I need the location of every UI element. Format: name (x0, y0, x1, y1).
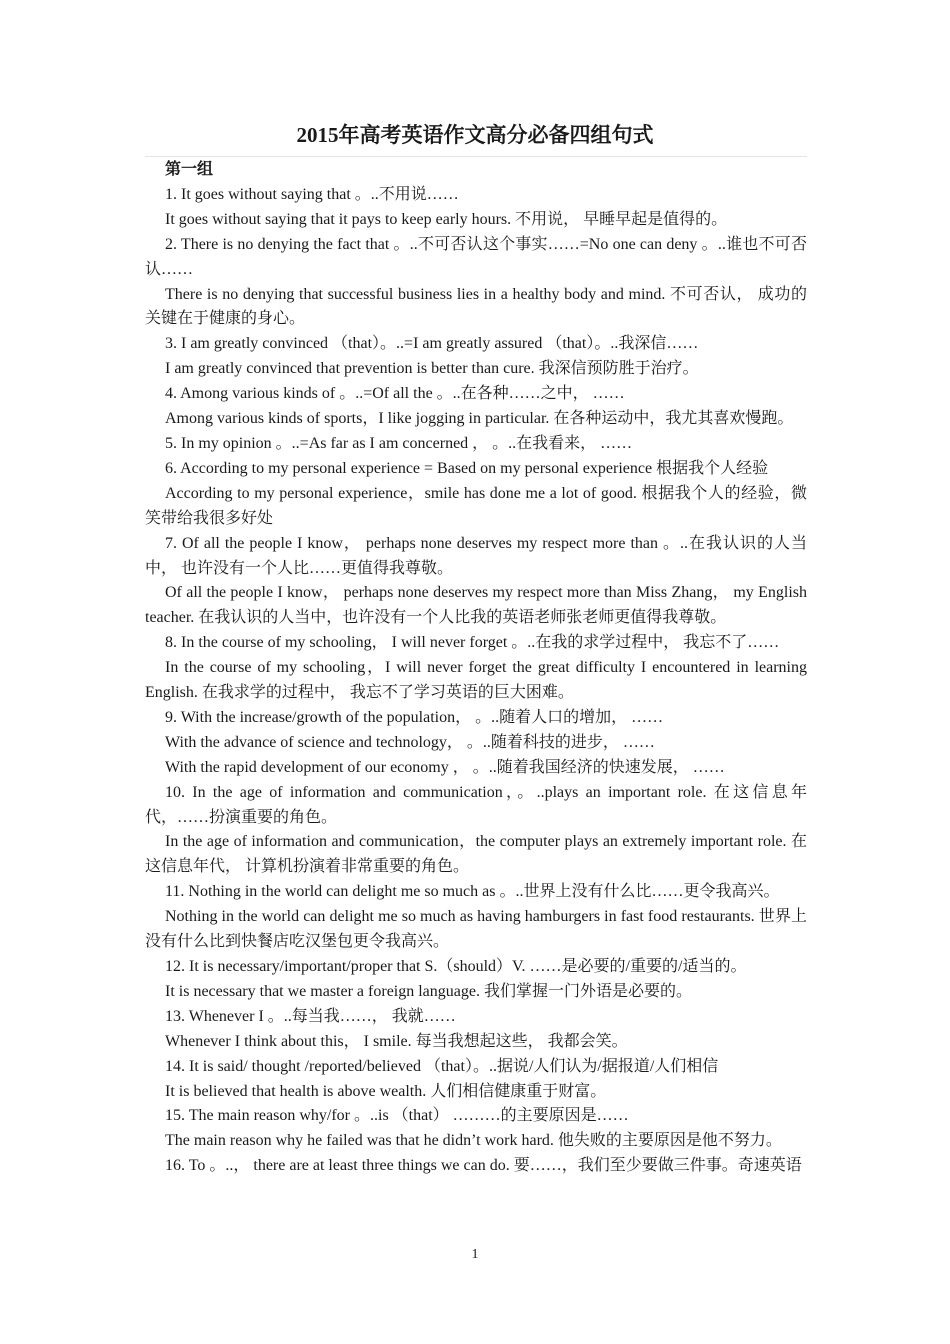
sentence-pattern: 10. In the age of information and communication，。..plays an important role. 在这信息年代，……扮演重要的角色。 (145, 783, 807, 826)
document-title: 2015年高考英语作文高分必备四组句式 (296, 123, 654, 147)
sentence-pattern: 7. Of all the people I know， perhaps none deserves my respect more than 。..在我认识的人当中， 也许没有一个人比……更值得我尊敬。 (145, 534, 807, 577)
section-heading: 第一组 (165, 161, 214, 178)
example-sentence: In the course of my schooling，I will never forget the great difficulty I encountered in learning English. 在我求学的过程中， 我忘不了学习英语的巨大困难。 (145, 659, 807, 702)
example-sentence: There is no denying that successful business lies in a healthy body and mind. 不可否认， 成功的关键在于健康的身心。 (145, 285, 807, 328)
document-body (145, 158, 807, 1179)
sentence-pattern: 9. With the increase/growth of the population， 。..随着人口的增加， …… (165, 708, 664, 726)
example-sentence: It goes without saying that it pays to keep early hours. 不用说， 早睡早起是值得的。 (165, 210, 728, 228)
example-sentence: Nothing in the world can delight me so much as having hamburgers in fast food restaurants. 世界上没有什么比到快餐店吃汉堡包更令我高兴。 (145, 908, 807, 951)
example-sentence: It is necessary that we master a foreign language. 我们掌握一门外语是必要的。 (165, 982, 692, 1000)
example-sentence: Of all the people I know， perhaps none deserves my respect more than Miss Zhang， my English teacher. 在我认识的人当中，也许没有一个人比我的英语老师张老师更值得我尊敬。 (145, 584, 808, 627)
sentence-pattern: 5. In my opinion 。..=As far as I am concerned ， 。..在我看来， …… (165, 434, 633, 452)
sentence-pattern: 12. It is necessary/important/proper that S.（should）V. ……是必要的/重要的/适当的。 (165, 958, 747, 975)
sentence-pattern: 14. It is said/ thought /reported/believed （that）。..据说/人们认为/据报道/人们相信 (165, 1057, 719, 1075)
sentence-pattern: 4. Among various kinds of 。..=Of all the 。..在各种……之中， …… (165, 385, 625, 403)
sentence-pattern: 1. It goes without saying that 。..不用说…… (165, 185, 459, 203)
example-sentence: In the age of information and communication，the computer plays an extremely important role. 在这信息年代， 计算机扮演着非常重要的角色。 (145, 833, 807, 876)
sentence-pattern: 16. To 。..， there are at least three things we can do. 要……，我们至少要做三件事。奇速英语 (165, 1157, 802, 1175)
example-sentence: The main reason why he failed was that he didn’t work hard. 他失败的主要原因是他不努力。 (165, 1132, 782, 1150)
sentence-pattern: 13. Whenever I 。..每当我……， 我就…… (165, 1007, 456, 1025)
page-number: 1 (471, 1247, 479, 1262)
example-sentence: According to my personal experience，smile has done me a lot of good. 根据我个人的经验，微笑带给我很多好处 (145, 484, 807, 527)
sentence-pattern: With the rapid development of our economy ， 。..随着我国经济的快速发展， …… (165, 758, 725, 776)
example-sentence: I am greatly convinced that prevention is better than cure. 我深信预防胜于治疗。 (165, 360, 699, 378)
sentence-pattern: 3. I am greatly convinced （that）。..=I am greatly assured （that）。..我深信…… (165, 335, 699, 353)
sentence-pattern: 15. The main reason why/for 。..is （that） ………的主要原因是…… (165, 1107, 629, 1125)
sentence-pattern: 2. There is no denying the fact that 。..不可否认这个事实……=No one can deny 。..谁也不可否认…… (145, 235, 807, 278)
sentence-pattern: 11. Nothing in the world can delight me so much as 。..世界上没有什么比……更令我高兴。 (165, 883, 780, 901)
example-sentence: It is believed that health is above wealth. 人们相信健康重于财富。 (165, 1082, 607, 1100)
sentence-pattern: 6. According to my personal experience = Based on my personal experience 根据我个人经验 (165, 459, 769, 477)
sentence-pattern: With the advance of science and technology， 。..随着科技的进步， …… (165, 733, 655, 751)
example-sentence: Among various kinds of sports，I like jogging in particular. 在各种运动中，我尤其喜欢慢跑。 (165, 410, 794, 428)
sentence-pattern: 8. In the course of my schooling， I will never forget 。..在我的求学过程中， 我忘不了…… (165, 634, 780, 652)
title-divider (145, 156, 807, 157)
example-sentence: Whenever I think about this， I smile. 每当我想起这些， 我都会笑。 (165, 1032, 628, 1050)
